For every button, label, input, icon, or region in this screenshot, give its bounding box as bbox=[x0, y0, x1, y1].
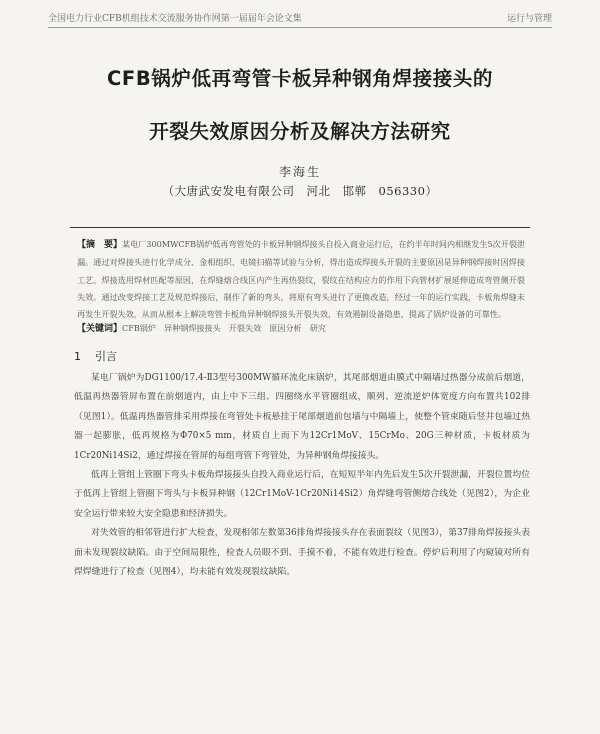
section-number: 1 bbox=[74, 350, 81, 363]
section-title: 引言 bbox=[95, 350, 117, 363]
title-line-1: CFB锅炉低再弯管卡板异种钢角焊接接头的 bbox=[107, 67, 493, 90]
abstract-divider bbox=[70, 227, 530, 228]
paragraph-1: 某电厂锅炉为DG1100/17.4-Ⅱ3型号300MW循环流化床锅炉，其尾部烟道由膜式中隔墙过热器分成前后烟道，低温再热器管屏布置在前烟道内，由上中下三组、四圈绕水平管圈组成，顺列、逆流逆炉体宽度方向布置共102排（见图1）。低温再热器管排采用焊接在弯管处卡板悬挂于尾部烟道前包墙与中隔墙上，使整个管束随后竖井包墙过热器一起膨胀，低再规格为Φ70×5 mm，材质自上而下为12Cr1MoV、15CrMo、20G三种材质，卡板材质为1Cr20Ni14Si2，通过焊接在管屏的每组弯管下弯管处，为异种钢角焊接接头。 bbox=[74, 373, 530, 461]
header-right: 运行与管理 bbox=[506, 14, 552, 24]
keywords-label: 【关键词】 bbox=[77, 324, 123, 334]
keywords-text: CFB锅炉 异种钢焊接接头 开裂失效 原因分析 研究 bbox=[122, 323, 326, 333]
keywords bbox=[77, 321, 525, 334]
section-heading bbox=[74, 348, 117, 364]
header-divider bbox=[48, 27, 552, 28]
paragraph-3: 对失效管的相邻管进行扩大检查，发现相邻左数第36排角焊接接头存在表面裂纹（见图3），第37排角焊接接头表面未发现裂纹缺陷。由于空间局限性，检查人员眼不到、手摸不着，不能有效进行检查。停炉后利用了内窥镜对所有焊焊缝进行了检查（见图4），均未能有效发现裂纹缺陷。 bbox=[74, 528, 530, 578]
abstract-text: 某电厂300MWCFB锅炉低再弯管处的卡板异种钢焊接头自投入商业运行后，在约半年时间内相继发生5次开裂泄漏。通过对焊接头进行化学成分、金相组织、电镜扫描等试验与分析，得出造成焊接头开裂的主要原因是异种钢焊接时因焊接工艺、焊接选用焊材匹配等原因，在焊缝熔合线区内产生再热裂纹，裂纹在结构应力的作用下向管材扩展延伸造成弯管侧开裂失效。通过改变焊接工艺及规范焊接后，制作了新的弯头，将原有弯头进行了更换改造，经过一年的运行实践，卡板角焊缝未再发生开裂失效，从而从根本上解决弯管卡板角异种钢焊接头开裂失效，有效遏制设备隐患，提高了锅炉设备的可靠性。 bbox=[77, 239, 526, 320]
paragraph-2: 低再上管组上管圈下弯头卡板角焊接接头自投入商业运行后，在短短半年内先后发生5次开裂泄漏，开裂位置均位于低再上管组上管圈下弯头与卡板异种钢（12Cr1MoV-1Cr20Ni14Si2）角焊缝弯管侧熔合线处（见图2），为企业安全运行带来较大安全隐患和经济损失。 bbox=[74, 470, 530, 519]
body-text bbox=[74, 369, 530, 582]
author: 李海生 bbox=[278, 165, 321, 179]
running-header bbox=[48, 11, 552, 25]
abstract bbox=[77, 236, 525, 323]
title-line-2: 开裂失效原因分析及解决方法研究 bbox=[149, 120, 451, 143]
abstract-label: 【摘 要】 bbox=[77, 240, 123, 250]
header-left: 全国电力行业CFB机组技术交流服务协作网第一届届年会论文集 bbox=[48, 14, 302, 24]
affiliation: （大唐武安发电有限公司 河北 邯郸 056330） bbox=[162, 184, 438, 198]
